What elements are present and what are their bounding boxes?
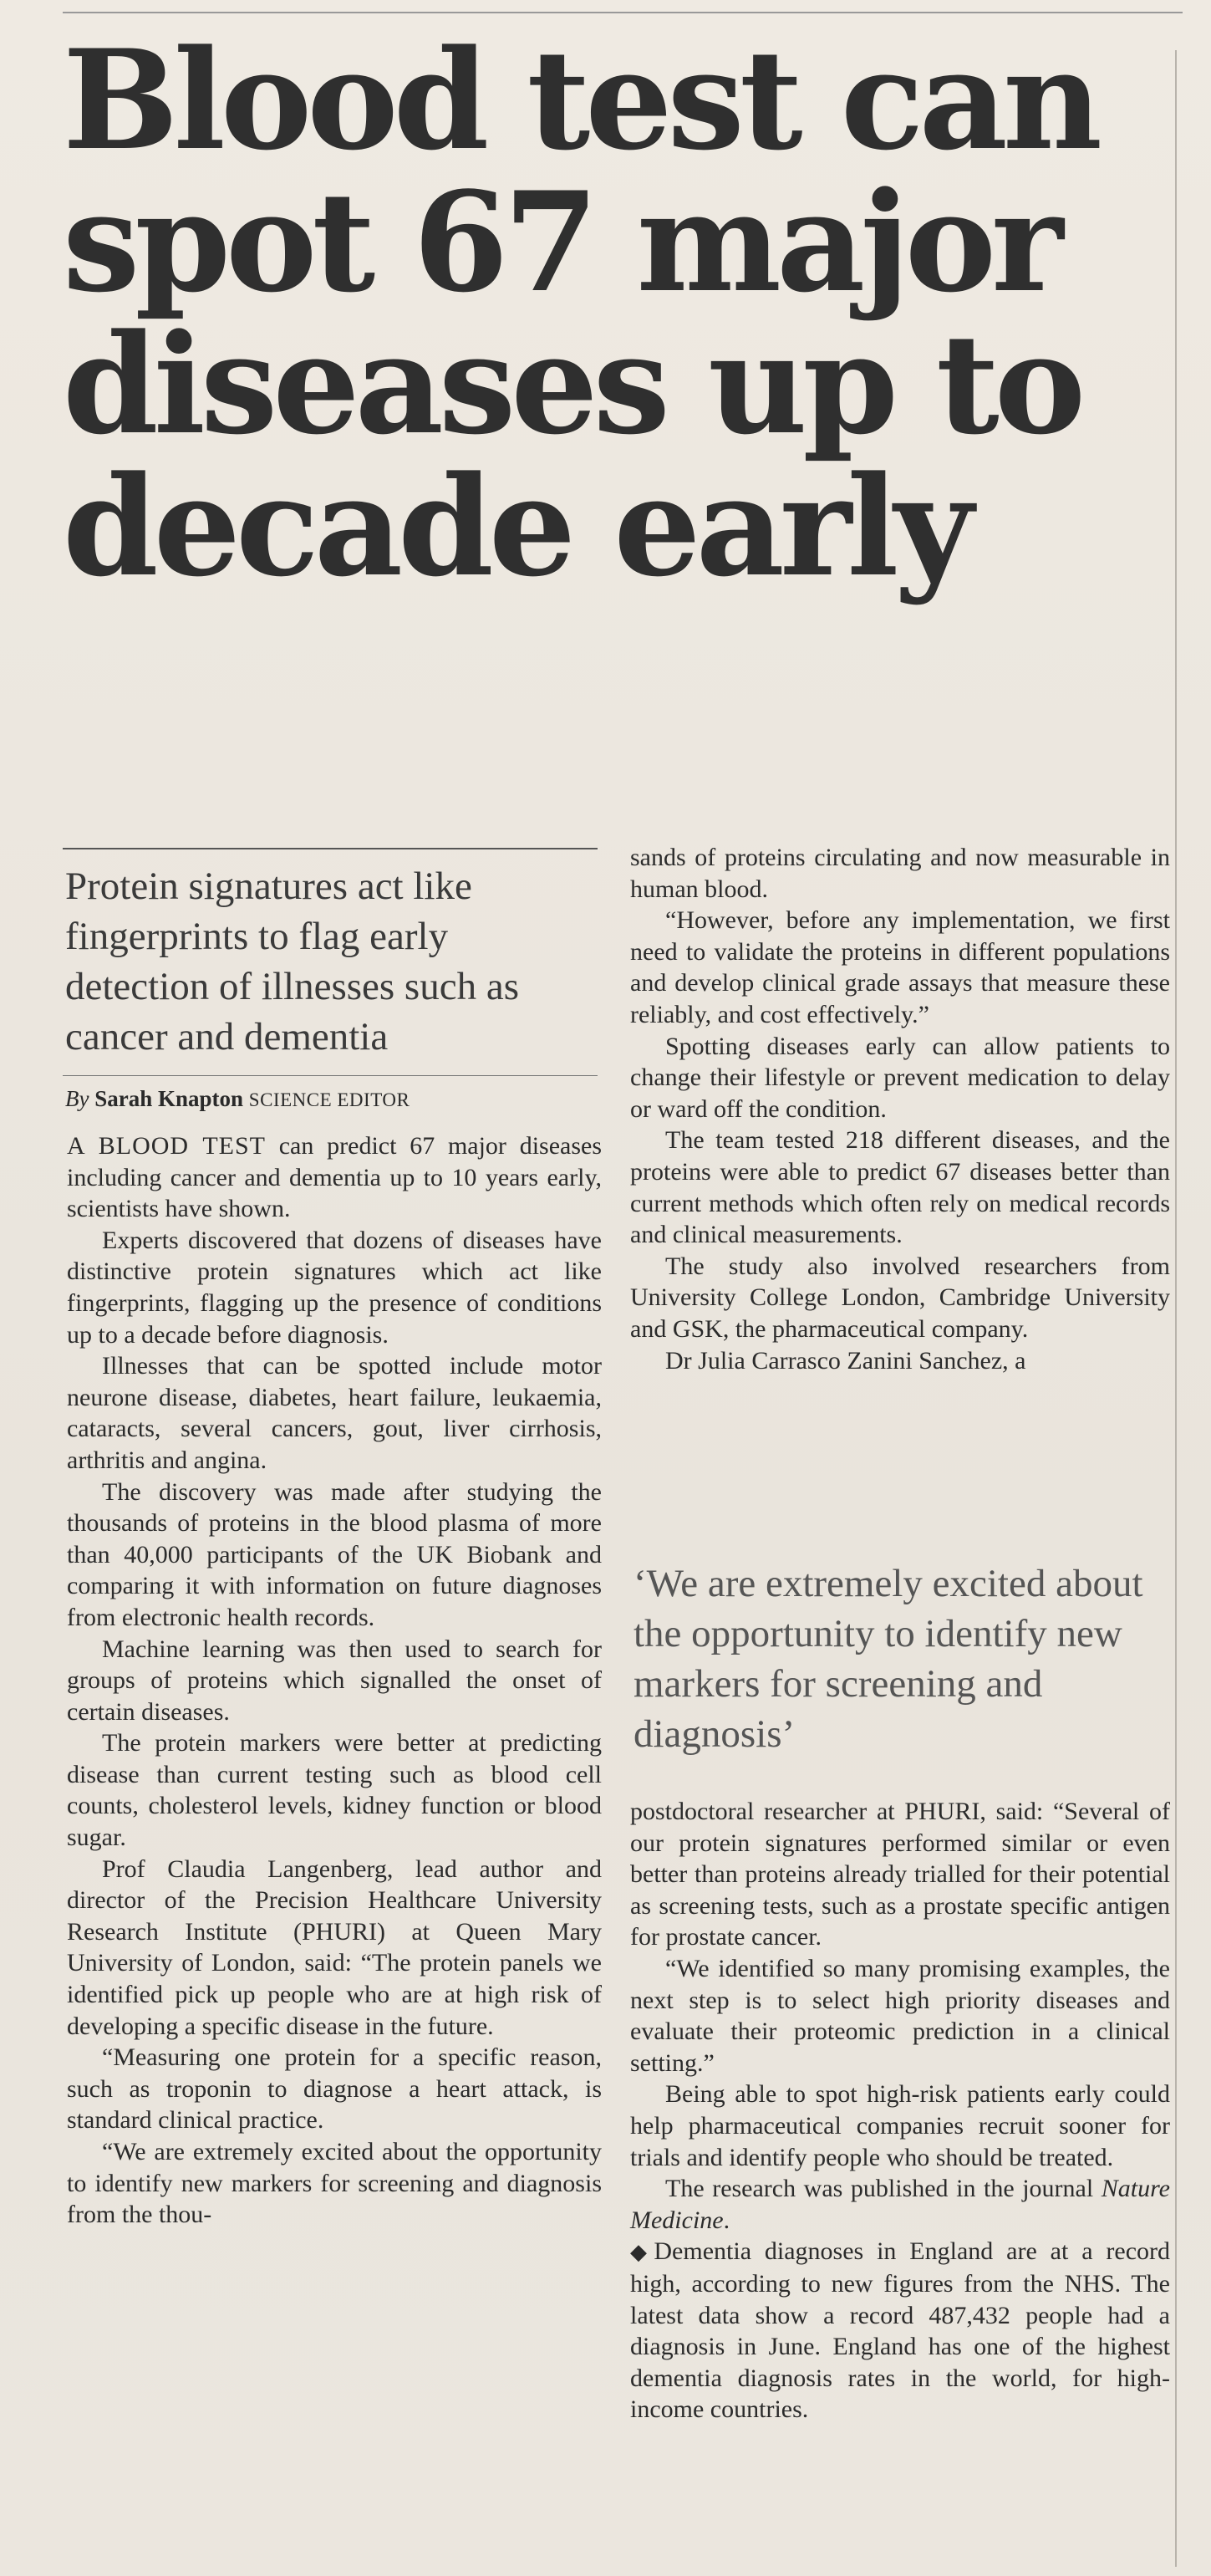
headline-line-1: Blood test can: [63, 19, 1098, 181]
article-column-2-top: [630, 842, 1170, 1376]
paragraph-text: Dementia diagnoses in England are at a record high, according to new figures from the NHS. The latest data show a record 487,432 people had a diagnosis in June. England has one of the highest dementia diagnosis rates in the world, for high-income countries.: [630, 2237, 1170, 2424]
lead-caps: A BLOOD TEST: [67, 1132, 266, 1160]
diamond-marker-icon: ◆: [630, 2240, 654, 2265]
paragraph: [630, 2173, 1170, 2236]
headline-line-3: diseases up to: [63, 304, 1081, 465]
byline-author: Sarah Knapton: [94, 1086, 244, 1111]
headline-line-4: decade early: [63, 446, 969, 607]
top-rule: [63, 12, 1183, 13]
headline-line-2: spot 67 major: [63, 161, 1059, 323]
article-column-2-bottom: [630, 1796, 1170, 2426]
byline: [65, 1084, 600, 1115]
paragraph: sands of proteins circulating and now measurable in human blood.: [630, 844, 1170, 903]
paragraph: “Measuring one protein for a specific reason, such as troponin to diagnose a heart attack, is standard clinical practice.: [67, 2043, 602, 2135]
paragraph: [67, 1130, 602, 1225]
article-column-1: [67, 1130, 602, 2231]
paragraph: [630, 2236, 1170, 2426]
paragraph-end: .: [723, 2206, 730, 2234]
byline-rule: [63, 1075, 598, 1076]
paragraph: “We identified so many promising examples, the next step is to select high priority diseases and evaluate their proteomic prediction in a clinical setting.”: [630, 1954, 1170, 2077]
standfirst-rule: [63, 848, 598, 849]
paragraph-text: can predict 67 major diseases including cancer and dementia up to 10 years early, scientists have shown.: [67, 1132, 602, 1223]
pull-quote: ‘We are extremely excited about the opportunity to identify new markers for screening and diagnosis’: [633, 1562, 1143, 1756]
journal-name: Nature Medicine: [630, 2175, 1170, 2234]
paragraph: Experts discovered that dozens of diseases have distinctive protein signatures which act like fingerprints, flagging up the presence of conditions up to a decade before diagnosis.: [67, 1226, 602, 1349]
paragraph: The study also involved researchers from University College London, Cambridge University and GSK, the pharmaceutical company.: [630, 1252, 1170, 1343]
paragraph: Prof Claudia Langenberg, lead author and director of the Precision Healthcare University Research Institute (PHURI) at Queen Mary University of London, said: “The protein panels we identified pick up people who are at high risk of developing a specific disease in the future.: [67, 1854, 602, 2040]
paragraph-text: The research was published in the journal: [665, 2175, 1102, 2203]
paragraph: “However, before any implementation, we first need to validate the proteins in different populations and develop clinical grade assays that measure these reliably, and cost effectively.”: [630, 906, 1170, 1028]
byline-role: SCIENCE EDITOR: [248, 1089, 410, 1110]
headline: [63, 19, 1166, 607]
paragraph: Illnesses that can be spotted include motor neurone disease, diabetes, heart failure, leukaemia, cataracts, several cancers, gout, liver cirrhosis, arthritis and angina.: [67, 1352, 602, 1474]
column-divider: [1175, 50, 1177, 2567]
paragraph: The discovery was made after studying the thousands of proteins in the blood plasma of more than 40,000 participants of the UK Biobank and comparing it with information on future diagnoses from electronic health records.: [67, 1477, 602, 1631]
paragraph: The protein markers were better at predicting disease than current testing such as blood cell counts, cholesterol levels, kidney function or blood sugar.: [67, 1729, 602, 1852]
paragraph: postdoctoral researcher at PHURI, said: “Several of our protein signatures performed similar or even better than proteins already trialled for their potential as screening tests, such as a prostate specific antigen for prostate cancer.: [630, 1798, 1170, 1951]
paragraph: Being able to spot high-risk patients early could help pharmaceutical companies recruit sooner for trials and identify people who should be treated.: [630, 2080, 1170, 2171]
paragraph: Machine learning was then used to search for groups of proteins which signalled the onset of certain diseases.: [67, 1635, 602, 1726]
paragraph: Spotting diseases early can allow patients to change their lifestyle or prevent medication to delay or ward off the condition.: [630, 1032, 1170, 1123]
paragraph: Dr Julia Carrasco Zanini Sanchez, a: [665, 1346, 1026, 1375]
standfirst: Protein signatures act like fingerprints to flag early detection of illnesses such as cancer and dementia: [65, 865, 519, 1058]
paragraph: “We are extremely excited about the opportunity to identify new markers for screening and diagnosis from the thou-: [67, 2138, 602, 2229]
byline-by: By: [65, 1086, 89, 1111]
paragraph: The team tested 218 different diseases, and the proteins were able to predict 67 diseases better than current methods which often rely on medical records and clinical measurements.: [630, 1126, 1170, 1249]
